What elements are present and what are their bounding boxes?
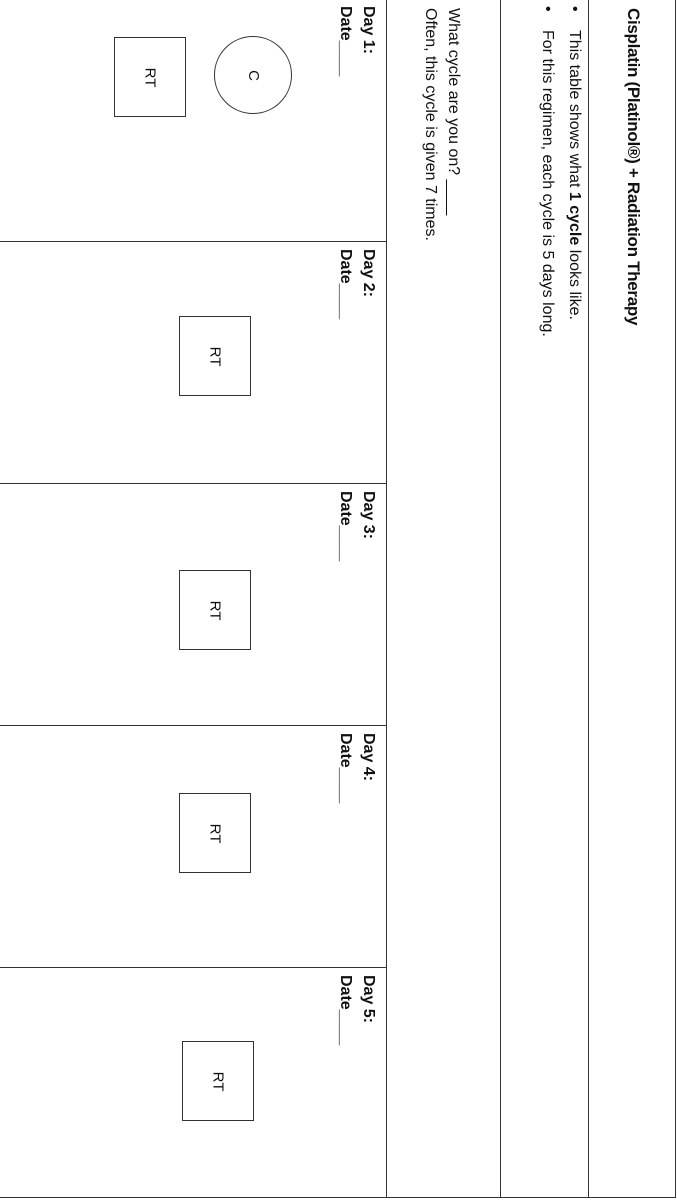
day-divider	[0, 967, 386, 968]
day-4-header: Day 4: Date____	[337, 733, 377, 804]
radiation-marker: RT	[179, 793, 251, 873]
divider	[588, 0, 589, 1198]
bullet-cycle-definition: •This table shows what 1 cycle looks like.	[566, 6, 583, 320]
chemo-marker: C	[214, 36, 292, 114]
day-2-header: Day 2: Date____	[337, 249, 377, 320]
day-3-header: Day 3: Date____	[337, 491, 377, 562]
divider	[500, 0, 501, 1198]
radiation-marker: RT	[114, 37, 186, 117]
regimen-title: Cisplatin (Platinol®) + Radiation Therapy	[624, 8, 643, 326]
radiation-marker: RT	[179, 316, 251, 396]
cycle-question: What cycle are you on? ____ Often, this cycle is given 7 times.	[422, 8, 462, 241]
radiation-marker: RT	[182, 1041, 254, 1121]
radiation-marker: RT	[179, 570, 251, 650]
day-divider	[0, 725, 386, 726]
day-1-header: Day 1: Date____	[337, 6, 377, 77]
bullet-cycle-length: •For this regimen, each cycle is 5 days long.	[539, 6, 556, 337]
day-divider	[0, 483, 386, 484]
day-divider	[0, 241, 386, 242]
day-5-header: Day 5: Date____	[337, 975, 377, 1046]
divider	[386, 0, 387, 1198]
